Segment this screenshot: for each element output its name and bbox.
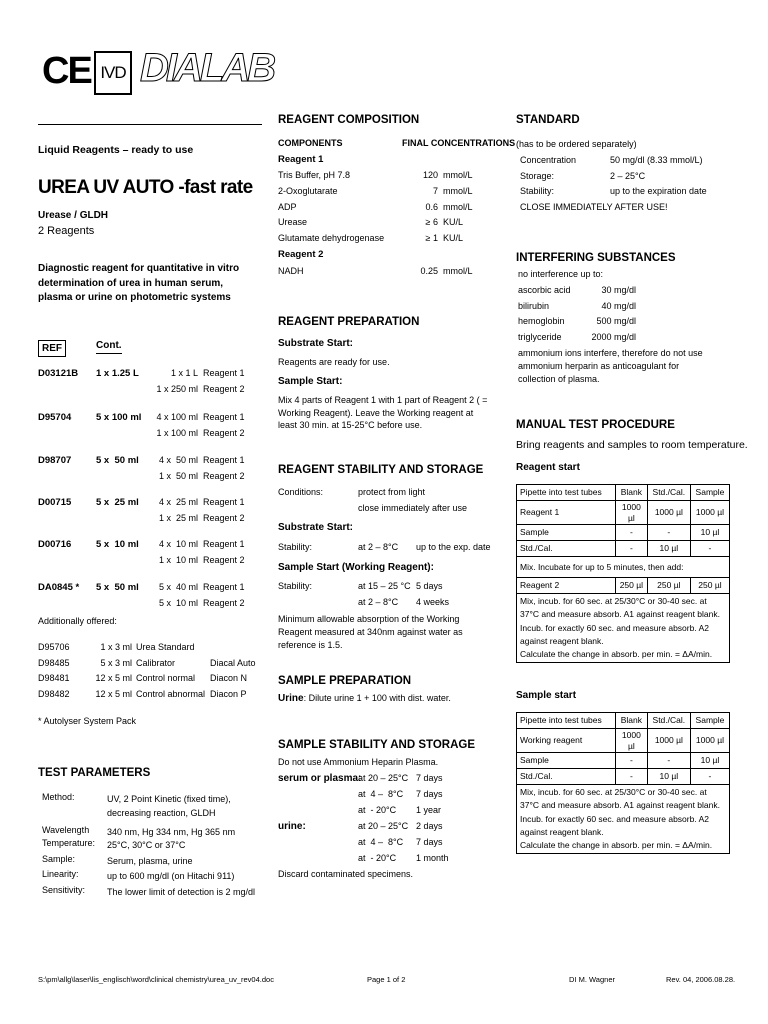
table-row [517,753,730,769]
product-cont: 5 x 25 ml [96,497,139,508]
component-conc: ≥ 1 [425,233,438,244]
table-cell: Working reagent [517,729,616,753]
substrate-start-text: Reagents are ready for use. [278,357,390,367]
additional-qty: 12 x 5 ml [95,673,132,683]
interf-substance: hemoglobin [518,316,565,326]
product-ref: D95704 [38,412,72,423]
serum-temp: at - 20°C [358,805,397,815]
product-pack-qty: 4 x 100 ml [156,412,198,422]
table-cell: 1000 µl [616,729,648,753]
sample-start-title: Sample start [516,690,577,701]
product-pack-qty: 5 x 10 ml [158,598,198,608]
ss-note-2: Incub. for exactly 60 sec. and measure absorb. A2 against reagent blank. [520,813,709,837]
product-pack-qty: 4 x 25 ml [158,497,198,507]
product-cont: 5 x 100 ml [96,412,142,423]
additional-qty: 1 x 3 ml [100,642,132,652]
component-unit: mmol/L [443,266,473,276]
subtitle: Liquid Reagents – ready to use [38,144,194,156]
table-cell: - [690,769,729,785]
ss-note-3: Calculate the change in absorb. per min. = ΔA/min. [520,839,713,850]
interf-limit: 500 mg/dl [596,316,636,326]
table-cell: - [616,525,648,541]
table-cell: Sample [517,525,616,541]
footer-page: Page 1 of 2 [367,975,406,984]
wr-1-temp: at 15 – 25 °C [358,581,411,591]
table-row [517,594,730,663]
table-row [517,501,730,525]
sample-stab-title: SAMPLE STABILITY AND STORAGE [278,739,476,751]
standard-label: Storage: [520,170,555,181]
product-pack-reagent: Reagent 2 [203,513,245,523]
product-pack-qty: 1 x 10 ml [158,555,198,565]
reagent-count: 2 Reagents [38,225,95,237]
wr-2-temp: at 2 – 8°C [358,597,399,607]
standard-value: 2 – 25°C [610,170,646,181]
product-ref: D00715 [38,497,72,508]
table-cell: 10 µl [647,541,690,557]
footer-path: S:\pm\allg\laser\lis_englisch\word\clinical chemistry\urea_uv_rev04.doc [38,975,274,984]
product-cont: 1 x 1.25 L [96,368,139,379]
product-pack-reagent: Reagent 1 [203,455,245,465]
test-param-label: Method: [42,792,75,802]
table-cell: 1000 µl [647,729,690,753]
product-pack-reagent: Reagent 2 [203,598,245,608]
table-cell: - [616,541,648,557]
additional-ref: D98481 [38,673,70,683]
test-param-label: Temperature: [42,838,96,848]
product-cont: 5 x 10 ml [96,539,139,550]
table-cell: 250 µl [690,578,729,594]
table-row [517,729,730,753]
standard-title: STANDARD [516,114,580,126]
test-param-label: Linearity: [42,869,79,879]
product-description: Diagnostic reagent for quantitative in vitro determination of urea in human serum, plasma or urine on photometric systems [38,263,240,303]
test-param-label: Wavelength [42,825,90,835]
serum-temp: at 20 – 25°C [358,773,409,783]
product-pack-qty: 4 x 50 ml [158,455,198,465]
table-cell: 10 µl [690,525,729,541]
standard-note: (has to be ordered separately) [516,139,637,149]
test-param-label: Sensitivity: [42,885,86,895]
table-row [517,525,730,541]
standard-value: up to the expiration date [610,186,707,196]
footer-author: DI M. Wagner [569,975,615,984]
product-pack-qty: 5 x 40 ml [158,582,198,592]
substrate-start-label: Substrate Start: [278,338,354,349]
table-cell: Mix. Incubate for up to 5 minutes, then add: [517,557,730,578]
serum-duration: 7 days [416,773,443,783]
additional-name: Control abnormal [136,688,206,699]
table-cell: - [616,769,648,785]
cont-header: Cont. [96,340,122,354]
table-cell: 1000 µl [616,501,648,525]
component-name: Tris Buffer, pH 7.8 [278,170,351,180]
table-cell: Sample [690,713,729,729]
composition-title: REAGENT COMPOSITION [278,114,420,126]
table-row [517,485,730,501]
standard-value: 50 mg/dl (8.33 mmol/L) [610,155,703,165]
table-cell: Blank [616,485,648,501]
interf-substance: bilirubin [518,300,550,311]
component-name: Urease [278,217,308,228]
additional-name: Calibrator [136,657,176,668]
table-cell: - [690,541,729,557]
urine-duration: 2 days [416,821,443,831]
component-conc: 120 [422,170,438,180]
ref-header: REF [38,340,66,357]
product-cont: 5 x 50 ml [96,582,139,593]
interf-substance: triglyceride [518,331,562,342]
product-pack-reagent: Reagent 2 [203,428,245,438]
urine-prep-line [278,693,451,706]
additional-label: Additionally offered: [38,616,117,626]
left-top-rule [38,124,262,125]
product-pack-qty: 1 x 50 ml [158,471,198,481]
urine-duration: 1 month [416,853,449,863]
table-cell: 1000 µl [690,729,729,753]
urine-label: Urine [278,693,304,704]
urine-duration: 7 days [416,837,443,847]
interf-limit: 2000 mg/dl [591,331,636,342]
product-ref: D00716 [38,539,72,550]
test-param-value: 25°C, 30°C or 37°C [107,840,186,850]
interf-substance: ascorbic acid [518,285,571,295]
urine-temp: at 4 – 8°C [358,837,404,847]
component-name: Glutamate dehydrogenase [278,233,385,244]
conditions-label: Conditions: [278,487,324,497]
bring-note: Bring reagents and samples to room temperature. [516,439,748,451]
component-conc: 0.6 [425,201,438,212]
autolyser-note: * Autolyser System Pack [38,716,137,726]
additional-ref: D98482 [38,688,70,699]
table-cell: Reagent 1 [517,501,616,525]
interf-limit: 30 mg/dl [601,285,636,295]
additional-qty: 5 x 3 ml [100,657,132,668]
table-cell: Sample [517,753,616,769]
product-cont: 5 x 50 ml [96,455,139,466]
serum-temp: at 4 – 8°C [358,789,404,799]
table-row [517,578,730,594]
component-conc: ≥ 6 [425,217,438,228]
conditions-1: protect from light [358,487,426,497]
product-pack-reagent: Reagent 1 [203,412,245,422]
additional-product: Diacon P [210,688,247,699]
substrate-start2-label: Substrate Start: [278,522,354,533]
product-pack-reagent: Reagent 1 [203,497,245,507]
table-row [517,541,730,557]
component-conc: 0.25 [420,266,438,276]
reagent2-label: Reagent 2 [278,249,324,260]
conditions-2: close immediately after use [358,503,468,513]
final-conc-label: FINAL CONCENTRATIONS [402,138,516,148]
min-absorbance-note: Minimum allowable absorption of the Working Reagent measured at 340nm against water as reference is 1.5. [278,614,463,651]
table-cell: Std./Cal. [647,485,690,501]
footer-revision: Rev. 04, 2006.08.28. [666,975,736,984]
table-cell: 10 µl [647,769,690,785]
product-pack-reagent: Reagent 2 [203,471,245,481]
test-param-value: The lower limit of detection is 2 mg/dl [107,887,256,897]
discard-note: Discard contaminated specimens. [278,869,414,879]
rs-note-2: Incub. for exactly 60 sec. and measure absorb. A2 against reagent blank. [520,622,709,646]
table-row [517,557,730,578]
urine-temp: at 20 – 25°C [358,821,409,831]
interf-note: no interference up to: [518,269,604,279]
serum-label: serum or plasma: [278,773,362,784]
additional-name: Urea Standard [136,642,195,652]
standard-label: Concentration [520,155,577,165]
standard-label: Stability: [520,186,555,196]
components-label: COMPONENTS [278,138,343,148]
urine-temp: at - 20°C [358,853,397,863]
sample-start-table [516,712,730,854]
stab-temp: at 2 – 8°C [358,542,399,552]
product-pack-qty: 1 x 1 L [170,368,198,378]
test-param-value: UV, 2 Point Kinetic (fixed time), decreasing reaction, GLDH [107,794,231,819]
test-param-value: 340 nm, Hg 334 nm, Hg 365 nm [107,827,236,837]
product-pack-reagent: Reagent 2 [203,384,245,394]
sample-start-wr-label: Sample Start (Working Reagent): [278,562,434,573]
additional-ref: D95706 [38,642,70,652]
component-conc: 7 [432,185,438,196]
component-unit: mmol/L [443,170,473,180]
component-unit: KU/L [443,233,464,244]
table-cell: Std./Cal. [647,713,690,729]
heparin-note: Do not use Ammonium Heparin Plasma. [278,757,439,767]
table-cell: 1000 µl [647,501,690,525]
table-row [517,769,730,785]
table-cell: 1000 µl [690,501,729,525]
close-note: CLOSE IMMEDIATELY AFTER USE! [520,202,668,212]
component-unit: mmol/L [443,185,473,196]
interf-limit: 40 mg/dl [601,300,636,311]
additional-qty: 12 x 5 ml [95,688,132,699]
prep-title: REAGENT PREPARATION [278,316,420,328]
table-cell: Pipette into test tubes [517,713,616,729]
additional-product: Diacal Auto [210,657,256,668]
reagent1-label: Reagent 1 [278,154,324,165]
product-pack-qty: 1 x 250 ml [156,384,198,394]
ivd-mark-logo: IVD [94,51,132,95]
dialab-logo: DIALAB [140,46,274,90]
component-name: NADH [278,266,304,276]
product-pack-qty: 4 x 10 ml [158,539,198,549]
stab-value: up to the exp. date [416,542,491,552]
component-name: ADP [278,201,297,212]
table-cell: Blank [616,713,648,729]
sample-start-label: Sample Start: [278,376,343,387]
product-ref: DA0845 * [38,582,80,593]
ss-note-1: Mix, incub. for 60 sec. at 25/30°C or 30-40 sec. at 37°C and measure absorb. A1 against reagent blank. [520,787,720,811]
table-cell: 250 µl [647,578,690,594]
table-cell: 250 µl [616,578,648,594]
ce-mark-logo: CE [42,50,91,92]
serum-duration: 7 days [416,789,443,799]
product-pack-reagent: Reagent 1 [203,539,245,549]
additional-ref: D98485 [38,657,70,668]
additional-product: Diacon N [210,673,248,683]
component-unit: mmol/L [443,201,473,212]
reagent-start-table [516,484,730,663]
table-cell: 10 µl [690,753,729,769]
test-params-title: TEST PARAMETERS [38,767,151,779]
interf-title: INTERFERING SUBSTANCES [516,252,676,264]
stab-label2: Stability: [278,581,313,591]
urine2-label: urine: [278,821,306,832]
test-param-value: Serum, plasma, urine [107,856,193,866]
test-param-value: up to 600 mg/dl (on Hitachi 911) [107,871,235,881]
ammonium-note: ammonium ions interfere, therefore do not use ammonium herparin as anticoagulant for collection of plasma. [518,348,703,385]
stab-label: Stability: [278,542,313,552]
product-ref: D98707 [38,455,72,466]
manual-title: MANUAL TEST PROCEDURE [516,419,675,431]
urine-text: : Dilute urine 1 + 100 with dist. water. [303,693,451,703]
table-cell: - [647,753,690,769]
table-cell: Std./Cal. [517,541,616,557]
table-cell: - [616,753,648,769]
product-pack-reagent: Reagent 1 [203,582,245,592]
table-cell: Pipette into test tubes [517,485,616,501]
table-cell: Sample [690,485,729,501]
product-title: UREA UV AUTO -fast rate [38,177,253,198]
table-row [517,785,730,854]
table-cell: - [647,525,690,541]
wr-1-value: 5 days [416,581,443,591]
component-unit: KU/L [443,217,464,228]
rs-note-3: Calculate the change in absorb. per min. = ΔA/min. [520,648,713,659]
reagent-start-title: Reagent start [516,462,580,473]
table-row [517,713,730,729]
product-method: Urease / GLDH [38,210,109,221]
sample-prep-title: SAMPLE PREPARATION [278,675,412,687]
table-cell: Std./Cal. [517,769,616,785]
product-pack-reagent: Reagent 2 [203,555,245,565]
table-cell: Reagent 2 [517,578,616,594]
sample-start-text: Mix 4 parts of Reagent 1 with 1 part of Reagent 2 ( = Working Reagent). Leave the Working reagent at least 30 min. at 15-25°C before use. [278,395,488,431]
product-pack-qty: 1 x 100 ml [156,428,198,438]
rs-note-1: Mix, incub. for 60 sec. at 25/30°C or 30-40 sec. at 37°C and measure absorb. A1 against reagent blank. [520,596,720,620]
additional-name: Control normal [136,673,196,683]
serum-duration: 1 year [416,805,442,815]
table-cell [517,785,730,854]
wr-2-value: 4 weeks [416,597,450,607]
product-pack-reagent: Reagent 1 [203,368,245,378]
product-pack-qty: 1 x 25 ml [158,513,198,523]
test-param-label: Sample: [42,854,76,864]
table-cell [517,594,730,663]
product-ref: D03121B [38,368,79,379]
stability-title: REAGENT STABILITY AND STORAGE [278,464,484,476]
component-name: 2-Oxoglutarate [278,185,338,196]
